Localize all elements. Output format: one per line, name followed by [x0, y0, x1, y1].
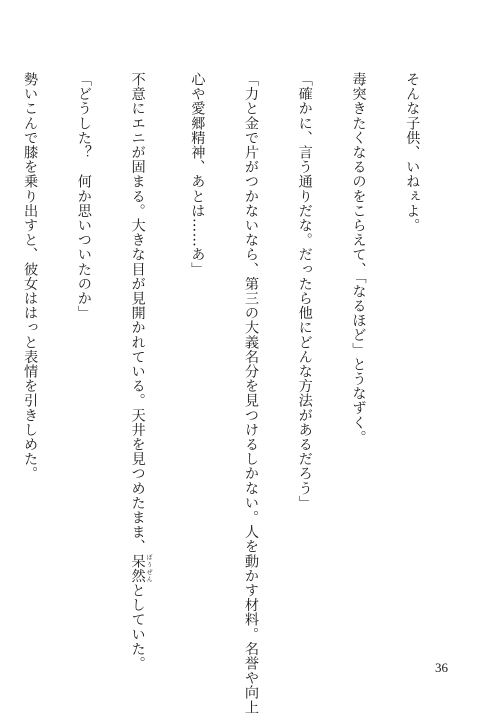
text-line-6 — [128, 72, 153, 671]
text-line-4: 「力と金で片がつかないなら、第三の大義名分を見つけるしかない。人を動かす材料。名誉や向上 — [243, 72, 260, 714]
text-line-7: 「どうした？ 何か思いついたのか」 — [75, 72, 92, 321]
text-line-6-main: 不意にエニが固まる。大きな目が見開かれている。天井を見つめたまま、 — [129, 72, 146, 554]
ruby-word — [129, 553, 153, 584]
page-number: 36 — [435, 660, 448, 675]
text-line-8: 勢いこんで膝を乗り出すと、彼女ははっと表情を引きしめた。 — [22, 72, 39, 481]
ruby-base-text: 呆然 — [129, 553, 146, 584]
text-line-6-tail: としていた。 — [129, 583, 146, 671]
text-line-3: 「確かに、言う通りだな。だったら他にどんな方法があるだろう」 — [296, 72, 313, 510]
text-line-2: 毒突きたくなるのをこらえて、「なるほど」とうなずく。 — [350, 72, 367, 445]
text-line-5: 心や愛郷精神、あとは……あ」 — [189, 72, 206, 277]
text-line-1: そんな子供、いねぇよ。 — [404, 72, 421, 233]
ruby-reading: ぼうぜん — [145, 553, 153, 583]
